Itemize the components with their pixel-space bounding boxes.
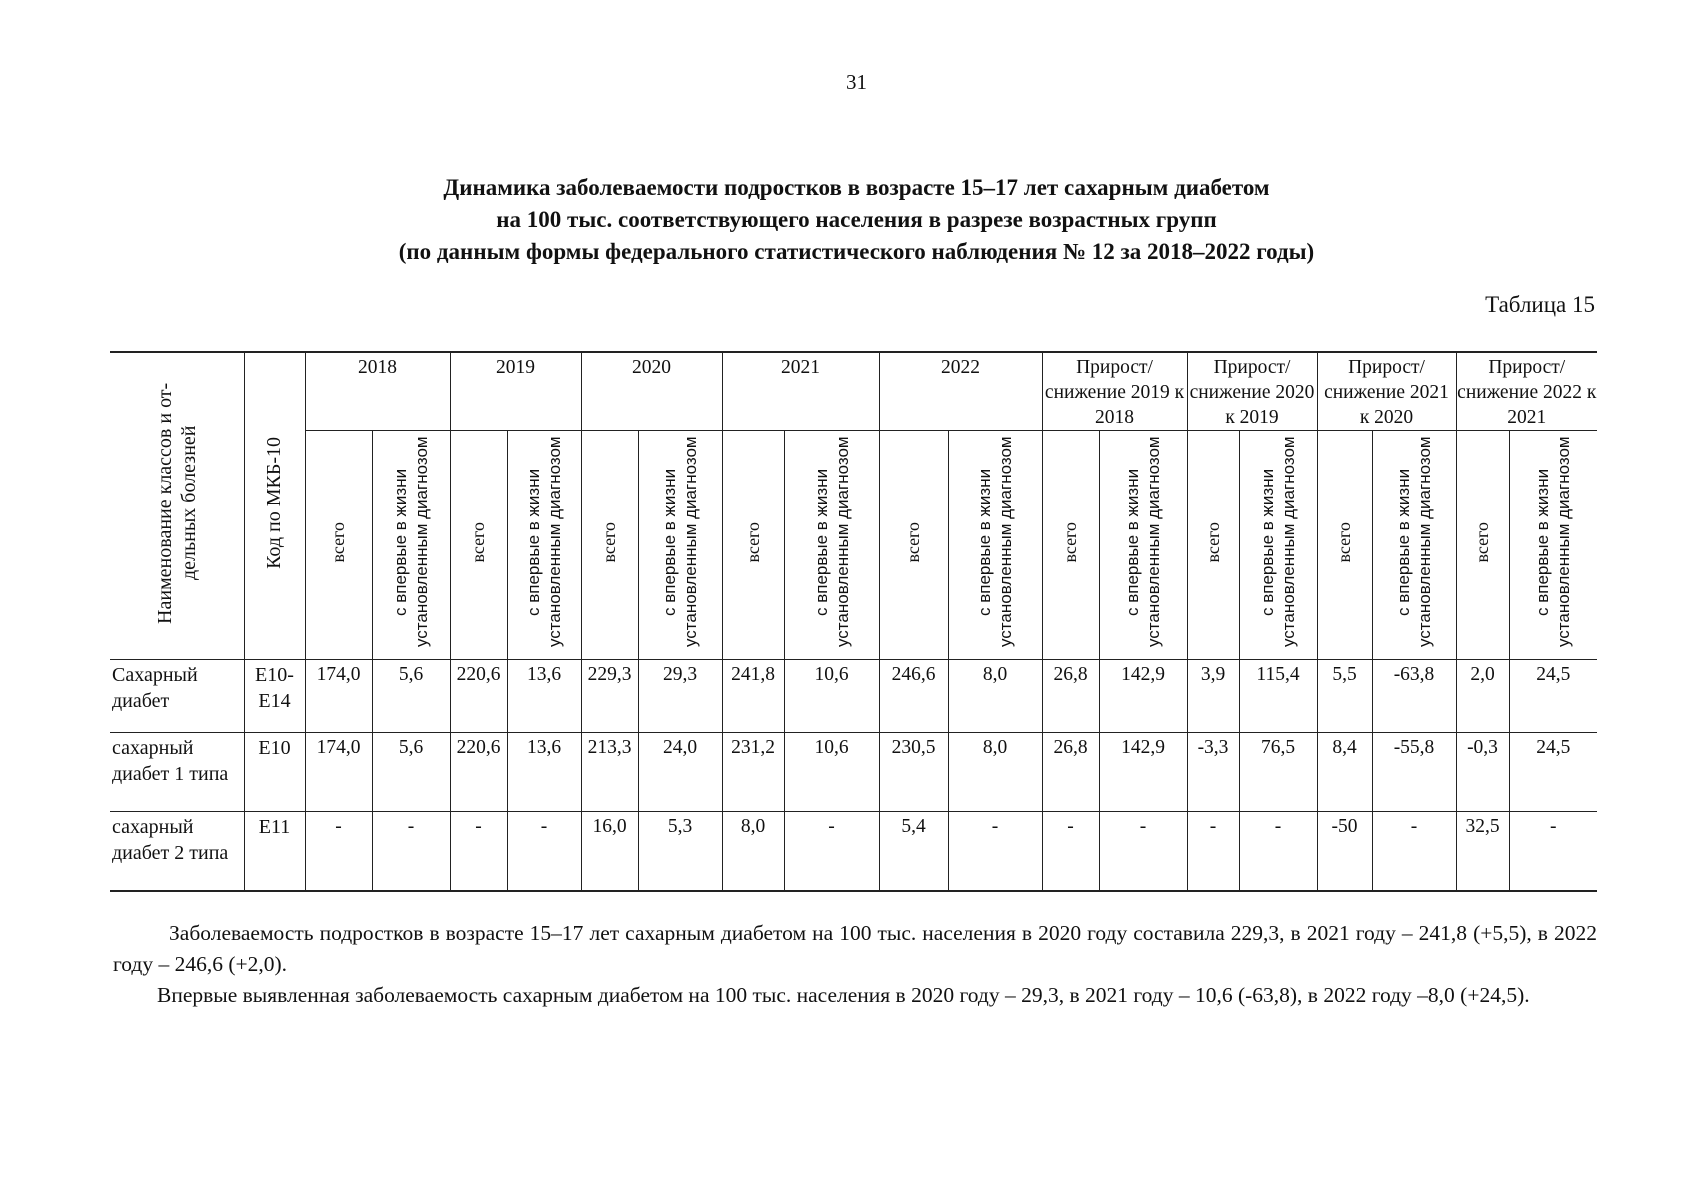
subheader-total-0: всего [305,431,372,660]
value-cell: - [948,812,1042,892]
value-cell: 24,5 [1509,733,1597,812]
value-cell: 8,0 [948,660,1042,733]
subheader-first-diagnosed-3: с впервые в жизни установленным диагнозом [784,431,879,660]
subheader-first-diagnosed-4: с впервые в жизни установленным диагнозом [948,431,1042,660]
value-cell: 142,9 [1099,733,1187,812]
header-year-2020: 2020 [581,352,722,431]
title-line-2: на 100 тыс. соответствующего населения в разрезе возрастных групп [496,207,1217,232]
header-disease-name: Наименование классов и от-дельных болезней [110,352,244,660]
icd-code-cell: E10 [244,733,305,812]
header-change-2019-2018: Прирост/ снижение 2019 к 2018 [1042,352,1187,431]
value-cell: 2,0 [1456,660,1509,733]
value-cell: 10,6 [784,733,879,812]
header-change-2020-2019: Прирост/ снижение 2020 к 2019 [1187,352,1317,431]
value-cell: 3,9 [1187,660,1239,733]
header-year-2019: 2019 [450,352,581,431]
value-cell: 16,0 [581,812,638,892]
value-cell: 32,5 [1456,812,1509,892]
subheader-first-diagnosed-1: с впервые в жизни установленным диагнозом [507,431,581,660]
value-cell: - [450,812,507,892]
disease-name-cell: сахарный диабет 1 типа [110,733,244,812]
value-cell: - [1099,812,1187,892]
subheader-first-diagnosed-7: с впервые в жизни установленным диагнозом [1372,431,1456,660]
subheader-total-1: всего [450,431,507,660]
value-cell: 142,9 [1099,660,1187,733]
header-icd-code: Код по МКБ-10 [244,352,305,660]
value-cell: 230,5 [879,733,948,812]
value-cell: - [1239,812,1317,892]
value-cell: 220,6 [450,733,507,812]
value-cell: - [305,812,372,892]
value-cell: -3,3 [1187,733,1239,812]
subheader-total-8: всего [1456,431,1509,660]
value-cell: - [784,812,879,892]
value-cell: 246,6 [879,660,948,733]
subheader-total-4: всего [879,431,948,660]
value-cell: - [1187,812,1239,892]
subheader-first-diagnosed-8: с впервые в жизни установленным диагнозом [1509,431,1597,660]
value-cell: 5,4 [879,812,948,892]
value-cell: 5,6 [372,733,450,812]
subheader-total-2: всего [581,431,638,660]
document-title [0,172,1697,268]
value-cell: 5,6 [372,660,450,733]
value-cell: - [1509,812,1597,892]
value-cell: 24,5 [1509,660,1597,733]
value-cell: 174,0 [305,733,372,812]
title-line-3: (по данным формы федерального статистического наблюдения № 12 за 2018–2022 годы) [398,239,1315,264]
subheader-total-3: всего [722,431,784,660]
header-year-2021: 2021 [722,352,879,431]
subheader-total-5: всего [1042,431,1099,660]
subheader-total-7: всего [1317,431,1372,660]
table-row [110,660,1597,733]
value-cell: -50 [1317,812,1372,892]
value-cell: 8,0 [948,733,1042,812]
table-label: Таблица 15 [1485,292,1595,317]
value-cell: -55,8 [1372,733,1456,812]
icd-code-cell: E10-E14 [244,660,305,733]
page-number: 31 [846,70,867,94]
incidence-table [110,351,1597,892]
value-cell: -63,8 [1372,660,1456,733]
header-year-2022: 2022 [879,352,1042,431]
header-year-2018: 2018 [305,352,450,431]
disease-name-cell: сахарный диабет 2 типа [110,812,244,892]
value-cell: 115,4 [1239,660,1317,733]
value-cell: 8,4 [1317,733,1372,812]
subheader-first-diagnosed-0: с впервые в жизни установленным диагнозом [372,431,450,660]
value-cell: - [1042,812,1099,892]
header-change-2022-2021: Прирост/ снижение 2022 к 2021 [1456,352,1597,431]
table-row [110,733,1597,812]
value-cell: 8,0 [722,812,784,892]
disease-name-cell: Сахарный диабет [110,660,244,733]
subheader-first-diagnosed-5: с впервые в жизни установленным диагнозом [1099,431,1187,660]
value-cell: 213,3 [581,733,638,812]
summary-paragraph-2: Впервые выявленная заболеваемость сахарным диабетом на 100 тыс. населения в 2020 году – 29,3, в 2021 году – 10,6 (-63,8), в 2022 году –8,0 (+24,5). [157,983,1530,1007]
value-cell: -0,3 [1456,733,1509,812]
value-cell: 76,5 [1239,733,1317,812]
subheader-first-diagnosed-6: с впервые в жизни установленным диагнозом [1239,431,1317,660]
value-cell: 13,6 [507,733,581,812]
header-change-2021-2020: Прирост/ снижение 2021 к 2020 [1317,352,1456,431]
value-cell: 241,8 [722,660,784,733]
value-cell: - [372,812,450,892]
value-cell: 220,6 [450,660,507,733]
value-cell: 10,6 [784,660,879,733]
value-cell: 26,8 [1042,660,1099,733]
table-row [110,812,1597,892]
title-line-1: Динамика заболеваемости подростков в возрасте 15–17 лет сахарным диабетом [443,175,1270,200]
value-cell: 13,6 [507,660,581,733]
summary-paragraph-1: Заболеваемость подростков в возрасте 15–17 лет сахарным диабетом на 100 тыс. населения в 2020 году составила 229,3, в 2021 году – 241,8 (+5,5), в 2022 году – 246,6 (+2,0). [113,921,1597,976]
value-cell: 29,3 [638,660,722,733]
value-cell: 5,3 [638,812,722,892]
subheader-total-6: всего [1187,431,1239,660]
value-cell: - [507,812,581,892]
subheader-first-diagnosed-2: с впервые в жизни установленным диагнозом [638,431,722,660]
icd-code-cell: E11 [244,812,305,892]
value-cell: - [1372,812,1456,892]
value-cell: 174,0 [305,660,372,733]
value-cell: 231,2 [722,733,784,812]
value-cell: 24,0 [638,733,722,812]
value-cell: 229,3 [581,660,638,733]
value-cell: 5,5 [1317,660,1372,733]
value-cell: 26,8 [1042,733,1099,812]
